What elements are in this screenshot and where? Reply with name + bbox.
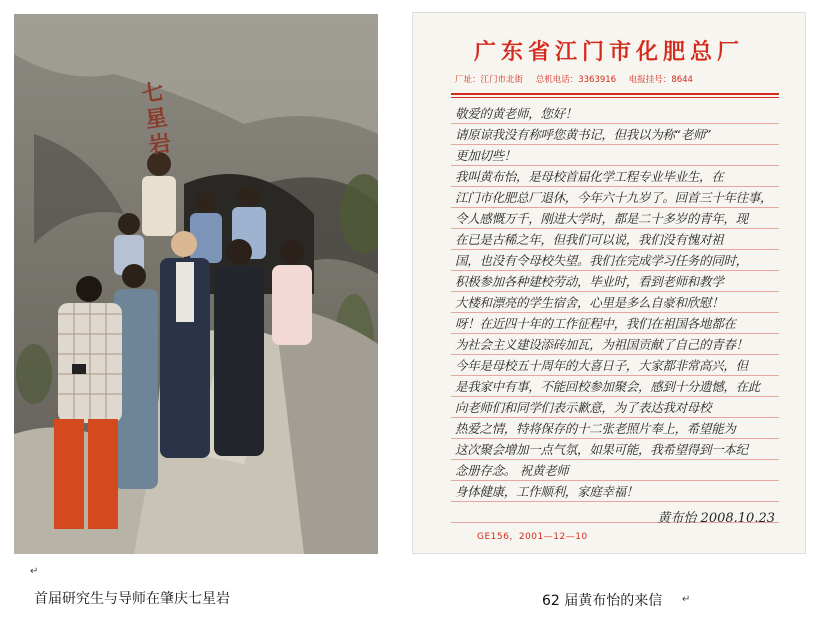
ruled-line [451, 123, 779, 124]
letter-line: 向老师们和同学们表示歉意，为了表达我对母校 [455, 400, 712, 415]
letterhead-rule-thin [451, 97, 779, 98]
letterhead-address: 厂址：江门市北街 [455, 75, 524, 85]
letter-image [412, 12, 806, 554]
ruled-line [451, 375, 779, 376]
person [160, 231, 210, 458]
paragraph-mark-icon: ↵ [30, 566, 39, 577]
ruled-line [451, 207, 779, 208]
letter-line: 江门市化肥总厂退休，今年六十九岁了。回首三十年往事， [455, 190, 773, 205]
person [54, 276, 122, 529]
letter-line: 敬爱的黄老师，您好！ [455, 106, 578, 121]
group-photo [14, 14, 378, 554]
ruled-line [451, 144, 779, 145]
letter-line: 今年是母校五十周年的大喜日子，大家都非常高兴，但 [455, 358, 748, 373]
letterhead-rule [451, 93, 779, 95]
telegram-number: 8644 [671, 75, 693, 85]
letter-line: 呀！在近四十年的工作征程中，我们在祖国各地都在 [455, 316, 736, 331]
letterhead-details [455, 73, 775, 85]
letter-line: 国，也没有令母校失望。我们在完成学习任务的同时， [455, 253, 748, 268]
ruled-line [451, 417, 779, 418]
photo-caption: 首届研究生与导师在肇庆七星岩 [34, 591, 230, 607]
ruled-line [451, 333, 779, 334]
carved-inscription: 七星岩 [136, 79, 174, 161]
ruled-line [451, 270, 779, 271]
ruled-line [451, 438, 779, 439]
letter-line: 热爱之情，特将保存的十二张老照片奉上，希望能为 [455, 421, 736, 436]
letter-line: 我叫黄布怡，是母校首届化学工程专业毕业生，在 [455, 169, 724, 184]
ruled-line [451, 459, 779, 460]
ruled-line [451, 249, 779, 250]
letter-line: 积极参加各种建校劳动，毕业时，看到老师和教学 [455, 274, 724, 289]
phone-number: 3363916 [578, 75, 617, 85]
letter-line: 念册存念。 祝黄老师 [455, 463, 569, 478]
letter-line: 是我家中有事，不能回校参加聚会，感到十分遗憾，在此 [455, 379, 761, 394]
paragraph-mark-icon: ↵ [682, 594, 691, 605]
ruled-line [451, 165, 779, 166]
ruled-line [451, 480, 779, 481]
letter-line: 请原谅我没有称呼您黄书记，但我以为称“老师” [455, 127, 712, 142]
letter-line: 为社会主义建设添砖加瓦，为祖国贡献了自己的青春！ [455, 337, 748, 352]
ruled-line [451, 228, 779, 229]
person [214, 239, 264, 456]
letterhead-telegram-group [629, 75, 693, 85]
letter-line: 身体健康，工作顺利，家庭幸福！ [455, 484, 639, 499]
group-photo-image [14, 14, 378, 554]
phone-label: 总机电话： [535, 75, 579, 85]
form-code: GE156，2001—12—10 [477, 532, 588, 542]
letter-caption: 62 届黄布怡的来信 [542, 593, 663, 609]
ruled-line [451, 354, 779, 355]
letterhead-phone-group [536, 75, 616, 85]
letter-line: 更加切些！ [455, 148, 517, 163]
letter-line: 在已是古稀之年，但我们可以说，我们没有愧对祖 [455, 232, 724, 247]
ruled-line [451, 396, 779, 397]
letter-line: 令人感慨万千，刚进大学时，都是二十多岁的青年，现 [455, 211, 748, 226]
ruled-line [451, 312, 779, 313]
letter-line: 这次聚会增加一点气氛，如果可能，我希望得到一本纪 [455, 442, 748, 457]
telegram-label: 电报挂号： [628, 75, 672, 85]
letter-line: 大楼和漂亮的学生宿舍，心里是多么自豪和欣慰！ [455, 295, 724, 310]
ruled-line [451, 501, 779, 502]
ruled-line [451, 291, 779, 292]
ruled-line [451, 186, 779, 187]
signature: 黄布怡 2008.10.23 [657, 511, 775, 526]
letterhead-company: 广东省江门市化肥总厂 [473, 39, 744, 65]
person [142, 152, 176, 236]
